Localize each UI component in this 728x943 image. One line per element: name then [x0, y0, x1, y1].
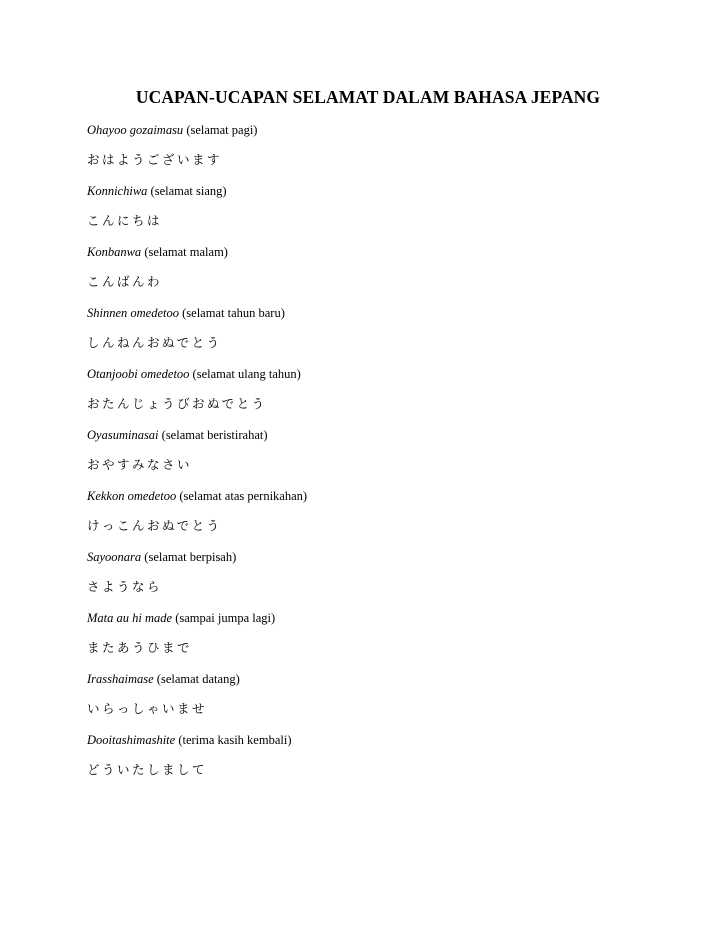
greeting-meaning: (selamat ulang tahun): [192, 367, 301, 381]
greeting-meaning: (selamat beristirahat): [161, 428, 268, 442]
greeting-term: Ohayoo gozaimasu: [87, 123, 184, 137]
greeting-romaji-line: [87, 183, 227, 199]
greeting-romaji-line: [87, 671, 240, 687]
greeting-kana: さようなら: [87, 579, 163, 594]
greeting-romaji-line: [87, 305, 285, 321]
greeting-entry: [87, 667, 647, 728]
greeting-entry: [87, 728, 647, 789]
greeting-term: Dooitashimashite: [87, 733, 176, 747]
greeting-romaji-line: [87, 244, 228, 260]
greeting-term: Mata au hi made: [87, 611, 173, 625]
greeting-term: Oyasuminasai: [87, 428, 159, 442]
greeting-entry: [87, 240, 647, 301]
greeting-meaning: (selamat malam): [144, 245, 228, 259]
greeting-kana: しんねんおぬでとう: [87, 335, 222, 350]
greeting-romaji-line: [87, 122, 257, 138]
greeting-entry: [87, 179, 647, 240]
greeting-romaji-line: [87, 488, 307, 504]
greeting-term: Kekkon omedetoo: [87, 489, 177, 503]
greeting-list: [87, 118, 647, 789]
greeting-entry: [87, 423, 647, 484]
greeting-term: Shinnen omedetoo: [87, 306, 179, 320]
greeting-kana: こんにちは: [87, 213, 163, 228]
greeting-kana: どういたしまして: [87, 762, 208, 777]
document-title: UCAPAN-UCAPAN SELAMAT DALAM BAHASA JEPANG: [135, 87, 601, 107]
greeting-meaning: (selamat tahun baru): [182, 306, 285, 320]
greeting-romaji-line: [87, 732, 291, 748]
greeting-meaning: (sampai jumpa lagi): [175, 611, 276, 625]
greeting-kana: またあうひまで: [87, 640, 193, 655]
greeting-kana: おたんじょうびおぬでとう: [87, 396, 267, 411]
greeting-kana: いらっしゃいませ: [87, 701, 208, 716]
greeting-meaning: (selamat datang): [156, 672, 240, 686]
greeting-romaji-line: [87, 427, 268, 443]
greeting-romaji-line: [87, 366, 301, 382]
greeting-term: Sayoonara: [87, 550, 142, 564]
greeting-entry: [87, 301, 647, 362]
greeting-kana: けっこんおぬでとう: [87, 518, 222, 533]
greeting-term: Konbanwa: [87, 245, 142, 259]
greeting-entry: [87, 545, 647, 606]
greeting-term: Otanjoobi omedetoo: [87, 367, 190, 381]
greeting-term: Konnichiwa: [87, 184, 148, 198]
greeting-term: Irasshaimase: [87, 672, 154, 686]
greeting-kana: おはようございます: [87, 152, 223, 167]
greeting-romaji-line: [87, 549, 236, 565]
greeting-entry: [87, 362, 647, 423]
greeting-meaning: (selamat siang): [150, 184, 227, 198]
greeting-kana: おやすみなさい: [87, 457, 193, 472]
greeting-kana: こんばんわ: [87, 274, 163, 289]
greeting-entry: [87, 484, 647, 545]
greeting-meaning: (selamat pagi): [186, 123, 258, 137]
greeting-entry: [87, 606, 647, 667]
greeting-meaning: (selamat berpisah): [144, 550, 237, 564]
greeting-entry: [87, 118, 647, 179]
greeting-meaning: (terima kasih kembali): [178, 733, 292, 747]
greeting-romaji-line: [87, 610, 275, 626]
greeting-meaning: (selamat atas pernikahan): [179, 489, 308, 503]
